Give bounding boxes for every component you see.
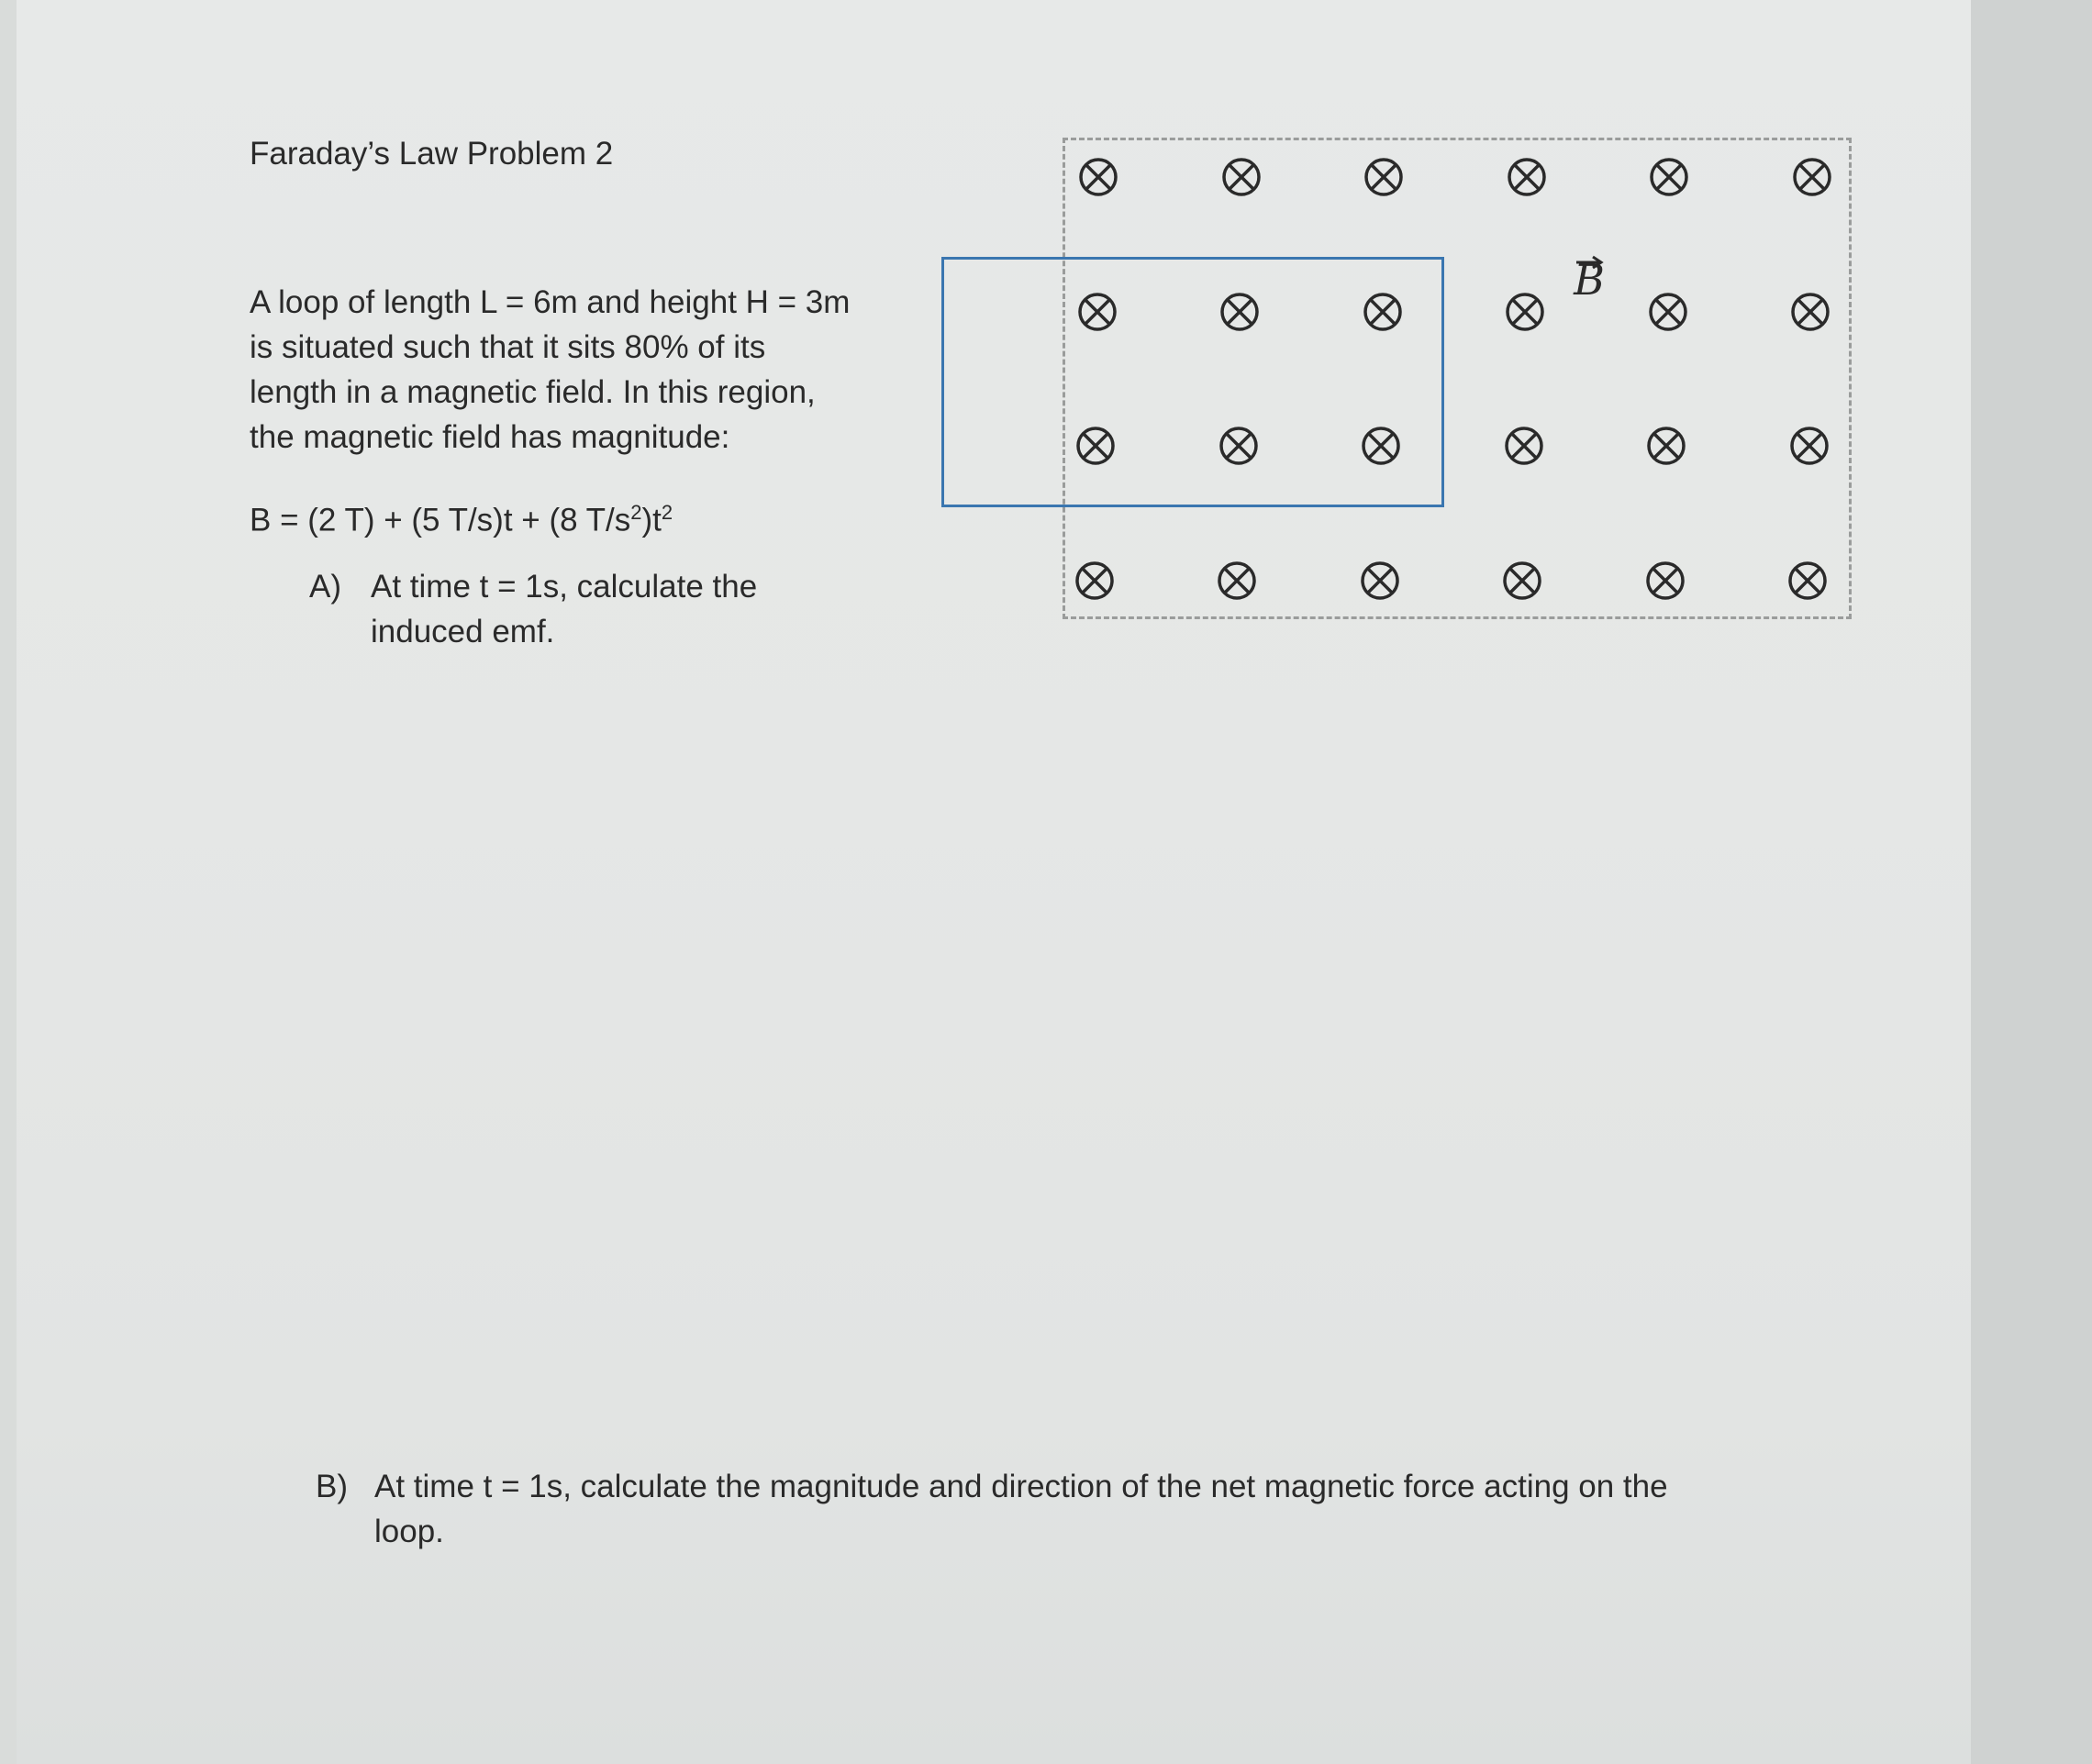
into-page-icon bbox=[1358, 559, 1402, 603]
part-b-line-1: At time t = 1s, calculate the magnitude and direction of the net magnetic force acting on the bbox=[374, 1469, 1668, 1504]
problem-statement bbox=[250, 280, 919, 460]
into-page-icon bbox=[1502, 424, 1546, 468]
equation-prefix: B = (2 T) + (5 T/s)t + (8 T/s bbox=[250, 502, 631, 538]
part-a-letter: A) bbox=[309, 569, 341, 605]
into-page-icon bbox=[1359, 424, 1403, 468]
problem-line-4: the magnetic field has magnitude: bbox=[250, 419, 730, 455]
into-page-icon bbox=[1219, 155, 1263, 199]
into-page-icon bbox=[1075, 290, 1119, 334]
into-page-icon bbox=[1786, 559, 1830, 603]
part-b-question bbox=[374, 1464, 1769, 1554]
background-surface bbox=[1971, 0, 2092, 1764]
into-page-icon bbox=[1073, 559, 1117, 603]
into-page-icon bbox=[1500, 559, 1544, 603]
into-page-icon bbox=[1787, 424, 1831, 468]
into-page-icon bbox=[1505, 155, 1549, 199]
magnetic-field-equation bbox=[250, 490, 673, 543]
into-page-icon bbox=[1503, 290, 1547, 334]
problem-line-2: is situated such that it sits 80% of its bbox=[250, 329, 766, 365]
page-title: Faraday’s Law Problem 2 bbox=[250, 136, 614, 172]
into-page-icon bbox=[1215, 559, 1259, 603]
part-a-question bbox=[371, 564, 885, 654]
into-page-icon bbox=[1361, 290, 1405, 334]
into-page-icon bbox=[1362, 155, 1406, 199]
equation-mid: )t bbox=[641, 502, 662, 538]
into-page-icon bbox=[1646, 290, 1690, 334]
into-page-icon bbox=[1788, 290, 1832, 334]
into-page-icon bbox=[1790, 155, 1834, 199]
equation-exponent-1: 2 bbox=[630, 501, 642, 524]
into-page-icon bbox=[1076, 155, 1120, 199]
part-a-line-1: At time t = 1s, calculate the bbox=[371, 569, 758, 605]
part-b-line-2: loop. bbox=[374, 1514, 444, 1549]
into-page-icon bbox=[1647, 155, 1691, 199]
into-page-icon bbox=[1218, 290, 1262, 334]
problem-line-3: length in a magnetic field. In this region, bbox=[250, 374, 816, 410]
field-label: B bbox=[1574, 255, 1605, 305]
problem-line-1: A loop of length L = 6m and height H = 3m bbox=[250, 284, 851, 320]
into-page-icon bbox=[1644, 424, 1688, 468]
into-page-icon bbox=[1074, 424, 1118, 468]
equation-exponent-2: 2 bbox=[661, 501, 673, 524]
part-b-letter: B) bbox=[316, 1469, 348, 1504]
into-page-icon bbox=[1217, 424, 1261, 468]
part-a-line-2: induced emf. bbox=[371, 614, 555, 649]
into-page-icon bbox=[1643, 559, 1687, 603]
